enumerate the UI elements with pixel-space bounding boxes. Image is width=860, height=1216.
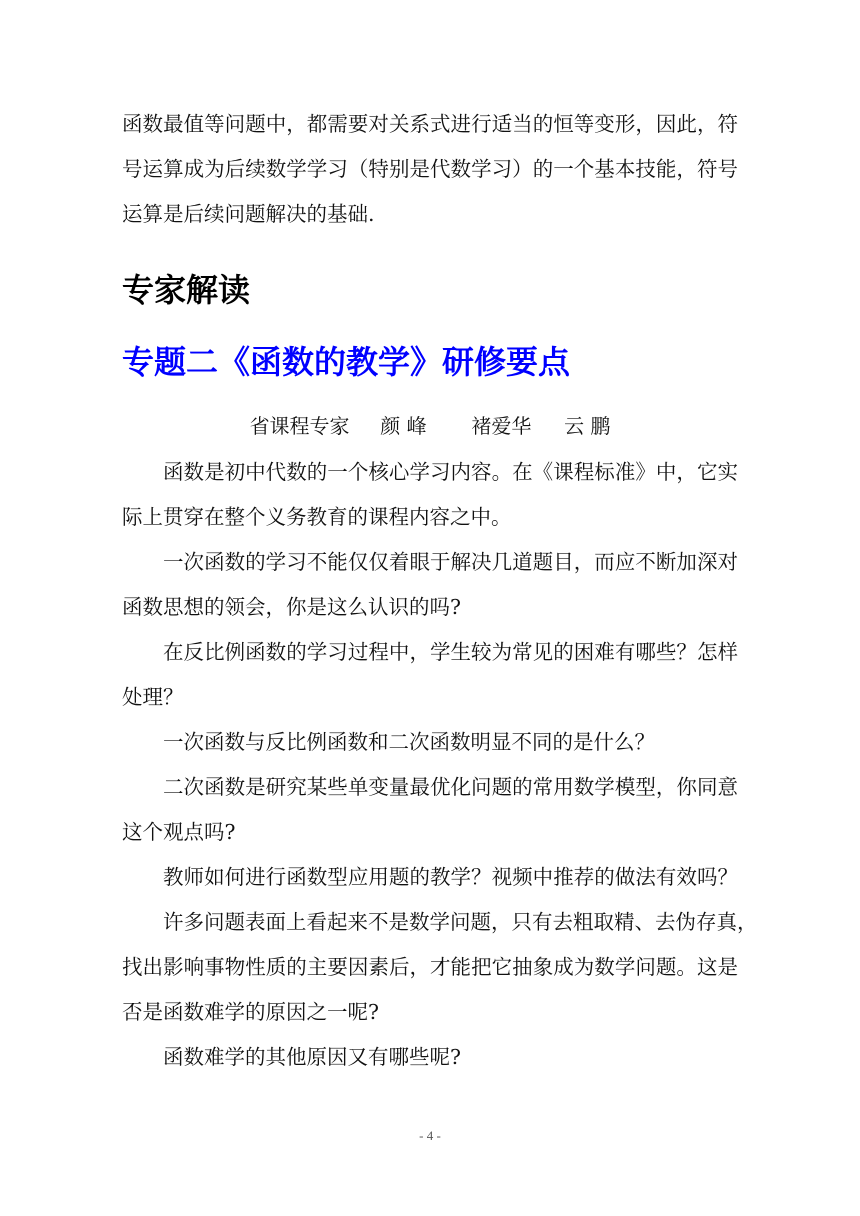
paragraph-2-line-2: 函数思想的领会，你是这么认识的吗? xyxy=(122,595,461,619)
paragraph-8-line-1: 函数难学的其他原因又有哪些呢? xyxy=(163,1045,461,1069)
paragraph-1-line-1: 函数是初中代数的一个核心学习内容。在《课程标准》中，它实 xyxy=(163,460,738,484)
author-name-3: 云 鹏 xyxy=(564,414,611,438)
topic-title: 专题二《函数的教学》研修要点 xyxy=(122,343,571,381)
paragraph-2-line-1: 一次函数的学习不能仅仅着眼于解决几道题目，而应不断加深对 xyxy=(163,550,738,574)
paragraph-4-line-1: 一次函数与反比例函数和二次函数明显不同的是什么？ xyxy=(163,730,655,754)
author-name-2: 褚爱华 xyxy=(471,414,532,438)
page-number: - 4 - xyxy=(419,1128,441,1143)
author-line xyxy=(0,412,860,440)
paragraph-7-line-1: 许多问题表面上看起来不是数学问题，只有去粗取精、去伪存真， xyxy=(163,910,758,934)
paragraph-1-line-2: 际上贯穿在整个义务教育的课程内容之中。 xyxy=(122,505,512,529)
paragraph-7-line-3: 否是函数难学的原因之一呢? xyxy=(122,1000,379,1024)
author-role: 省课程专家 xyxy=(249,414,350,438)
paragraph-6-line-1: 教师如何进行函数型应用题的教学？视频中推荐的做法有效吗？ xyxy=(163,865,738,889)
intro-line-1: 函数最值等问题中，都需要对关系式进行适当的恒等变形，因此，符 xyxy=(122,112,738,136)
section-heading: 专家解读 xyxy=(122,271,251,309)
paragraph-3-line-2: 处理？ xyxy=(122,685,184,709)
paragraph-5-line-1: 二次函数是研究某些单变量最优化问题的常用数学模型，你同意 xyxy=(163,775,738,799)
intro-line-3: 运算是后续问题解决的基础. xyxy=(122,202,375,226)
paragraph-3-line-1: 在反比例函数的学习过程中，学生较为常见的困难有哪些？怎样 xyxy=(163,640,738,664)
paragraph-5-line-2: 这个观点吗? xyxy=(122,820,236,844)
paragraph-7-line-2: 找出影响事物性质的主要因素后，才能把它抽象成为数学问题。这是 xyxy=(122,955,738,979)
intro-line-2: 号运算成为后续数学学习（特别是代数学习）的一个基本技能，符号 xyxy=(122,157,738,181)
author-name-1: 颜 峰 xyxy=(380,414,427,438)
